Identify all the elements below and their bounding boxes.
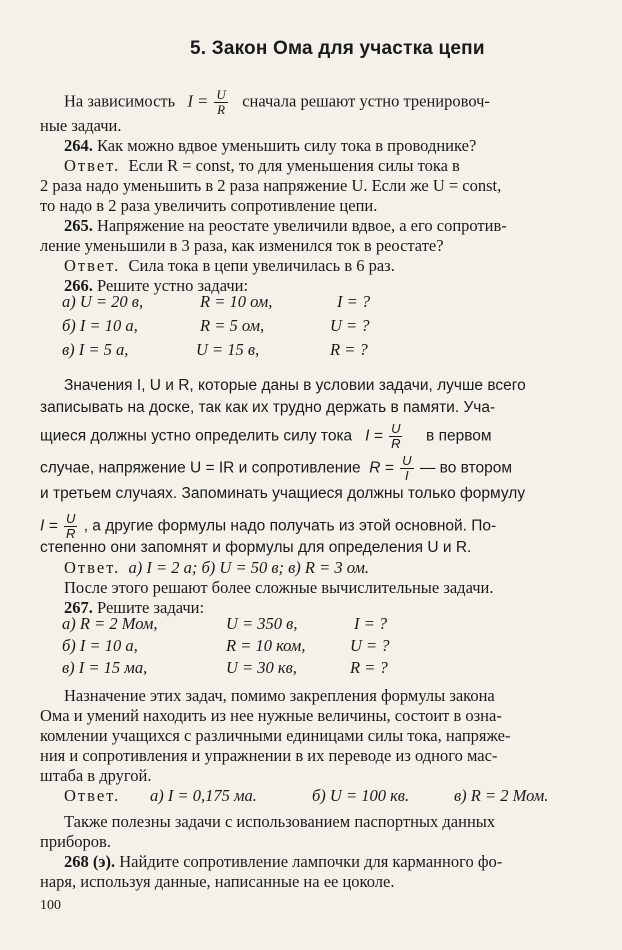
problem-text: Решите задачи: (97, 598, 205, 617)
method-text: случае, напряжение U = IR и сопротивление (40, 459, 361, 477)
problem-265-question-1 (64, 216, 507, 236)
intro-line-1 (64, 88, 490, 117)
fraction-numerator: U (65, 511, 76, 526)
problem-number: 267. (64, 598, 93, 617)
formula-lhs: I = (365, 427, 383, 445)
answer-text: б) U = 100 кв. (312, 786, 410, 805)
answer-label: Ответ. (64, 156, 121, 175)
intro-line-2: ные задачи. (40, 116, 122, 135)
answer-text: в) R = 2 Мом. (454, 786, 549, 805)
answer-text: а) I = 2 а; б) U = 50 в; в) R = 3 ом. (128, 558, 370, 577)
answer-text: Если R = const, то для уменьшения силы тока в (128, 156, 460, 175)
table-cell: R = 10 ком, (226, 636, 306, 655)
table-cell: R = ? (350, 658, 388, 677)
section-heading: 5. Закон Ома для участка цепи (190, 38, 485, 59)
table-cell: в) I = 15 ма, (62, 658, 148, 677)
table-cell: U = 350 в, (226, 614, 298, 633)
method-text: щиеся должны устно определить силу тока (40, 427, 353, 445)
table-cell: б) I = 10 а, (62, 316, 138, 335)
purpose-line-1: Назначение этих задач, помимо закрепления формулы закона (64, 686, 495, 705)
table-cell: б) I = 10 а, (62, 636, 138, 655)
problem-266-table (62, 292, 462, 362)
table-cell: R = ? (330, 340, 368, 359)
problem-number: 268 (э). (64, 852, 116, 871)
page-number: 100 (40, 898, 61, 913)
method-line-5: и третьем случаях. Запоминать учащиеся должны только формулу (40, 485, 526, 502)
method-line-7: степенно они запомнят и формулы для определения U и R. (40, 539, 472, 556)
purpose-line-5: штаба в другой. (40, 766, 152, 785)
method-line-4 (40, 454, 512, 483)
also-line-2: приборов. (40, 832, 111, 851)
problem-268-line-2: наря, используя данные, написанные на ее цоколе. (40, 872, 395, 891)
table-cell: а) U = 20 в, (62, 292, 144, 311)
table-cell: а) R = 2 Мом, (62, 614, 158, 633)
table-cell: I = ? (337, 292, 371, 311)
method-line-2: записывать на доске, так как их трудно держать в памяти. Уча- (40, 399, 496, 416)
problem-264-answer-3: то надо в 2 раза увеличить сопротивление цепи. (40, 196, 378, 215)
table-cell: U = 30 кв, (226, 658, 297, 677)
method-line-6 (40, 512, 496, 541)
method-answer (64, 558, 369, 578)
formula-lhs: I = (187, 91, 209, 111)
purpose-line-3: комлении учащихся с различными единицами силы тока, напряже- (40, 726, 511, 745)
method-after: После этого решают более сложные вычислительные задачи. (64, 578, 494, 597)
formula-fraction (400, 454, 413, 483)
method-text: — во втором (419, 459, 512, 477)
answer-label: Ответ. (64, 558, 121, 577)
table-cell: в) I = 5 а, (62, 340, 129, 359)
fraction-denominator: R (217, 102, 226, 117)
purpose-line-4: ния и сопротивления и упражнении в их переводе из одного мас- (40, 746, 498, 765)
intro-text: На зависимость (64, 91, 176, 111)
answer-267 (64, 786, 584, 808)
method-text: в первом (426, 427, 492, 445)
table-cell: U = ? (350, 636, 390, 655)
problem-268-line-1 (64, 852, 502, 872)
fraction-denominator: R (65, 526, 76, 541)
problem-264-question (64, 136, 476, 156)
problem-267-table (62, 614, 462, 680)
method-line-3 (40, 422, 492, 451)
fraction-numerator: U (391, 421, 401, 436)
table-cell: R = 10 ом, (200, 292, 273, 311)
answer-label: Ответ. (64, 786, 121, 805)
intro-text-cont: сначала решают устно тренировоч- (242, 91, 490, 111)
fraction-numerator: U (402, 453, 412, 468)
formula-lhs: I = (40, 517, 58, 535)
formula-fraction (389, 422, 402, 451)
table-cell: I = ? (354, 614, 388, 633)
problem-text: Найдите сопротивление лампочки для карманного фо- (119, 852, 503, 871)
table-cell: R = 5 ом, (200, 316, 265, 335)
problem-text: Напряжение на реостате увеличили вдвое, а его сопротив- (97, 216, 507, 235)
problem-text: Как можно вдвое уменьшить силу тока в проводнике? (97, 136, 477, 155)
fraction-denominator: R (391, 436, 401, 451)
formula-fraction (64, 512, 77, 541)
method-line-1: Значения I, U и R, которые даны в условии задачи, лучше всего (64, 377, 526, 394)
fraction-denominator: I (405, 468, 409, 483)
problem-text: Решите устно задачи: (97, 276, 249, 295)
answer-text: Сила тока в цепи увеличилась в 6 раз. (128, 256, 395, 275)
fraction-numerator: U (216, 87, 226, 102)
problem-265-answer (64, 256, 395, 276)
formula-lhs: R = (369, 459, 394, 477)
answer-text: а) I = 0,175 ма. (150, 786, 257, 805)
problem-264-answer-2: 2 раза надо уменьшить в 2 раза напряжение U. Если же U = const, (40, 176, 502, 195)
table-cell: U = ? (330, 316, 370, 335)
problem-265-question-2: ление уменьшили в 3 раза, как изменился ток в реостате? (40, 236, 444, 255)
problem-264-answer-1 (64, 156, 460, 176)
problem-number: 264. (64, 136, 93, 155)
answer-label: Ответ. (64, 256, 121, 275)
also-line-1: Также полезны задачи с использованием паспортных данных (64, 812, 496, 831)
formula-fraction (214, 88, 227, 117)
problem-number: 265. (64, 216, 93, 235)
purpose-line-2: Ома и умений находить из нее нужные величины, состоит в озна- (40, 706, 502, 725)
table-cell: U = 15 в, (196, 340, 260, 359)
problem-number: 266. (64, 276, 93, 295)
method-text: , а другие формулы надо получать из этой основной. По- (83, 517, 497, 535)
